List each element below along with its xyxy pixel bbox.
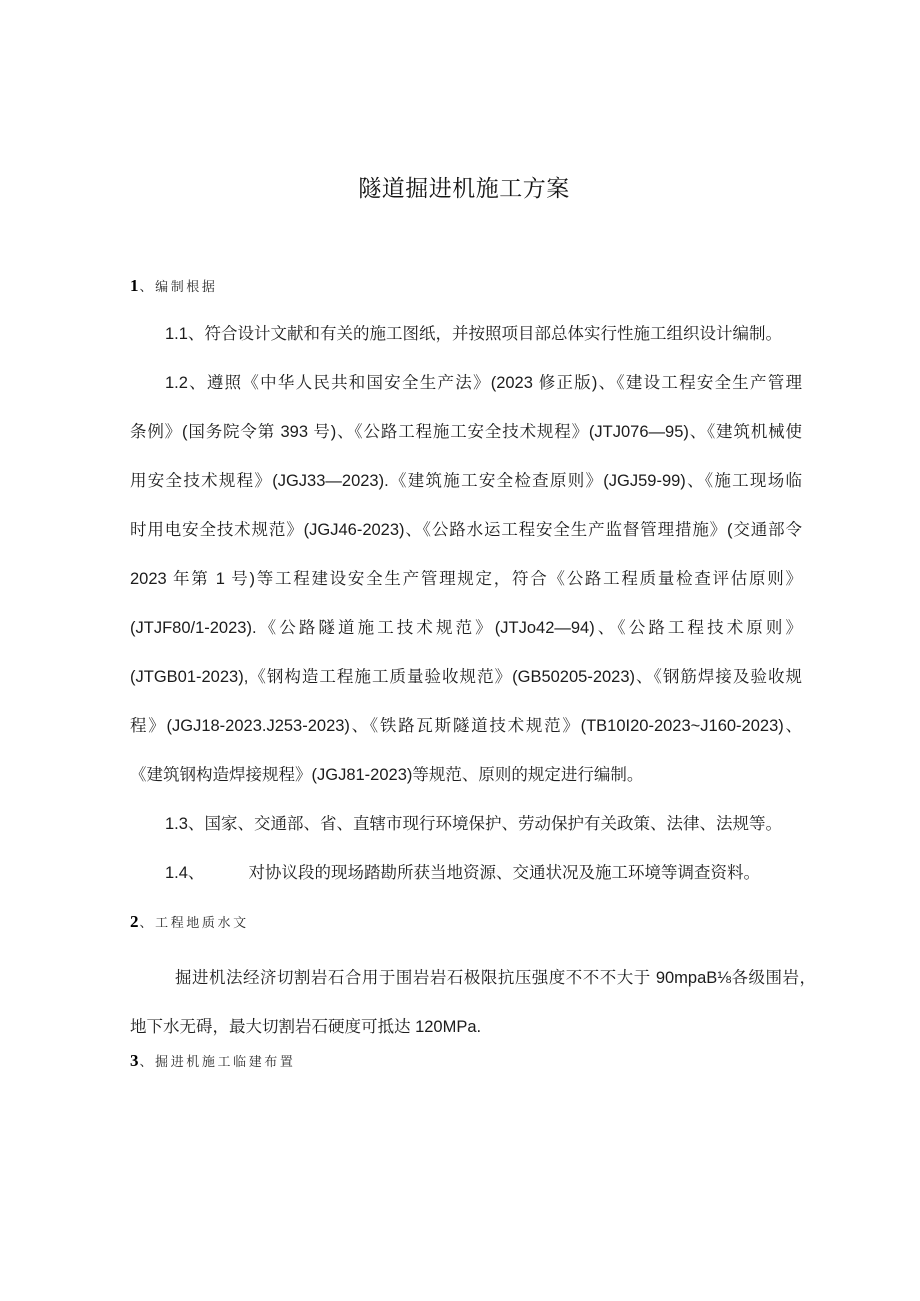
section-heading bbox=[130, 261, 802, 310]
clause-line: 程》(JGJ18-2023.J253-2023)、《铁路瓦斯隧道技术规范》(TB10I20-2023~J160-2023)、 bbox=[130, 717, 802, 735]
section-number: 2 bbox=[130, 912, 139, 931]
clause-1-3 bbox=[130, 800, 802, 849]
clause-line: 时用电安全技术规范》(JGJ46-2023)、《公路水运工程安全生产监督管理措施》(交通部令 bbox=[130, 521, 802, 539]
clause-number: 1.1、 bbox=[165, 325, 205, 343]
clause-number: 1.3、 bbox=[165, 815, 205, 833]
clause-text: 对协议段的现场踏勘所获当地资源、交通状况及施工环境等调查资料。 bbox=[248, 864, 760, 882]
section-3 bbox=[130, 1036, 802, 1085]
clause-1-2 bbox=[130, 359, 802, 800]
clause-line: (JTGB01-2023),《钢构造工程施工质量验收规范》(GB50205-2023)、《钢筋焊接及验收规 bbox=[130, 668, 802, 686]
section-1 bbox=[130, 261, 802, 898]
clause-text: 遵照《中华人民共和国安全生产法》(2023 修正版)、《建设工程安全生产管理 bbox=[206, 374, 803, 392]
section-title: 、工程地质水文 bbox=[139, 916, 249, 931]
paragraph-line: 掘进机法经济切割岩石合用于围岩岩石极限抗压强度不不不大于 90mpaB⅛各级围岩， bbox=[175, 969, 816, 987]
section-number: 1 bbox=[130, 276, 139, 295]
clause-number: 1.4、 bbox=[165, 864, 205, 882]
section-number: 3 bbox=[130, 1051, 139, 1070]
clause-text: 符合设计文献和有关的施工图纸，并按照项目部总体实行性施工组织设计编制。 bbox=[204, 325, 782, 343]
section-heading bbox=[130, 1036, 802, 1085]
clause-text: 国家、交通部、省、直辖市现行环境保护、劳动保护有关政策、法律、法规等。 bbox=[204, 815, 782, 833]
section-heading bbox=[130, 897, 816, 946]
clause-line: 用安全技术规程》(JGJ33—2023).《建筑施工安全检查原则》(JGJ59-99)、《施工现场临 bbox=[130, 472, 802, 490]
clause-number: 1.2、 bbox=[165, 374, 207, 392]
clause-line bbox=[130, 359, 802, 408]
clause-line: 《建筑钢构造焊接规程》(JGJ81-2023)等规范、原则的规定进行编制。 bbox=[130, 766, 644, 784]
section-title: 、编制根据 bbox=[139, 280, 218, 295]
section-title: 、掘进机施工临建布置 bbox=[139, 1055, 296, 1070]
paragraph-line: 地下水无碍，最大切割岩石硬度可抵达 120MPa. bbox=[130, 1018, 482, 1036]
clause-1-4 bbox=[130, 849, 802, 898]
clause-line: (JTJF80/1-2023).《公路隧道施工技术规范》(JTJo42—94)、《公路工程技术原则》 bbox=[130, 619, 802, 637]
clause-line: 条例》(国务院令第 393 号)、《公路工程施工安全技术规程》(JTJ076—95)、《建筑机械使 bbox=[130, 423, 802, 441]
document-title: 隧道掘进机施工方案 bbox=[358, 175, 570, 201]
clause-line: 2023 年第 1 号)等工程建设安全生产管理规定，符合《公路工程质量检查评估原则》 bbox=[130, 570, 802, 588]
section-2 bbox=[130, 897, 816, 1052]
clause-1-1 bbox=[130, 310, 802, 359]
